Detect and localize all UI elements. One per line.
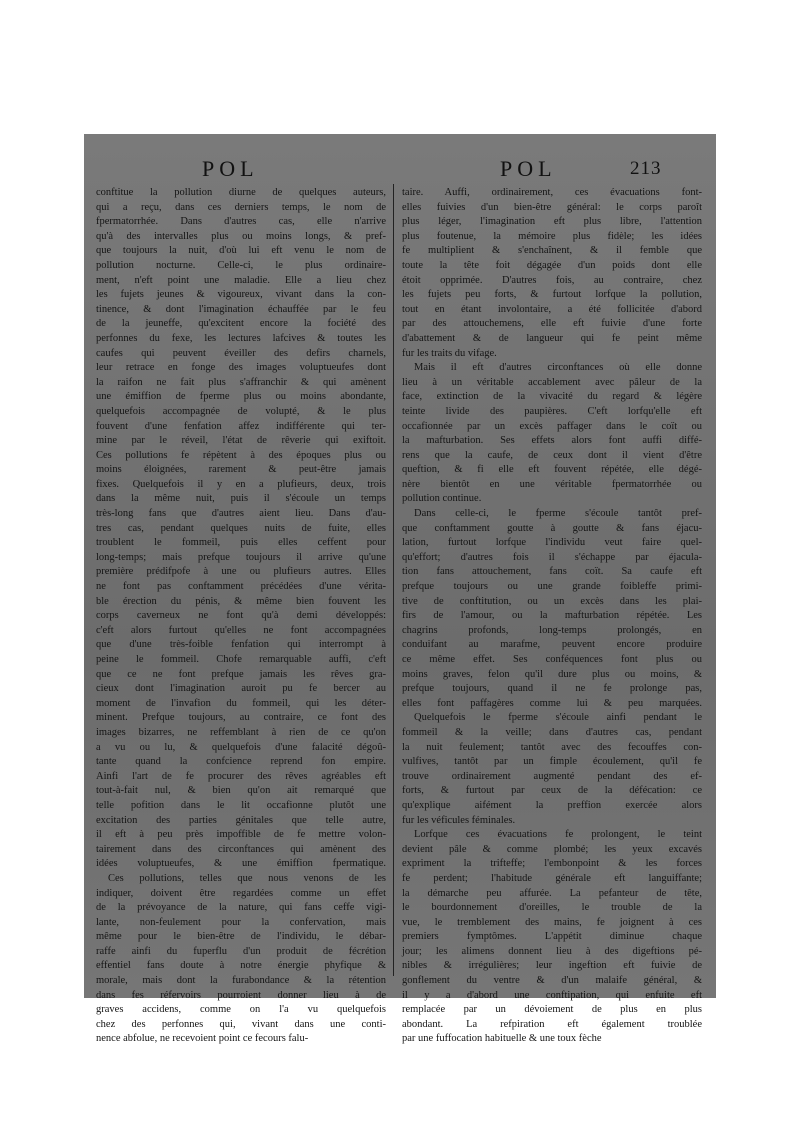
text-line: graves accidens, comme on l'a vu quelquefois — [96, 1004, 386, 1016]
text-line: tinence, & dont l'imagination échauffée par le feu — [96, 303, 386, 315]
text-line: par des attouchemens, elle eft fuivie d'une forte — [402, 318, 702, 330]
right-column — [402, 186, 702, 1047]
text-line: moins éloignées, rarement & peut-être jamais — [96, 464, 386, 476]
text-line: caufes qui peuvent éveiller des defirs charnels, — [96, 347, 386, 359]
text-line: la raifon ne fait plus s'affranchir & qui amènent — [96, 376, 386, 388]
text-line: excitation des parties génitales que telle autre, — [96, 814, 386, 826]
text-line: pollution continue. — [402, 493, 482, 505]
text-line: tout-à-fait nul, & bien qu'on ait remarqué que — [96, 785, 386, 797]
text-line: fe multiplient & s'enchaînent, & il femble que — [402, 245, 702, 257]
text-line: cieux dont l'imagination auroit pu fe bercer au — [96, 683, 386, 695]
text-line: gonflement du ventre & d'un malaife général, & — [402, 975, 702, 987]
text-line: Lorfque ces évacuations fe prolongent, le teint — [414, 829, 702, 841]
text-line: la mafturbation. Ses effets alors font auffi diffé- — [402, 435, 702, 447]
text-line: toute la tête foit dégagée d'un poids dont elle — [402, 259, 702, 271]
text-line: minent. Prefque toujours, au contraire, ce font des — [96, 712, 386, 724]
text-line: effentiel fans doute à notre énergie phyfique & — [96, 960, 386, 972]
text-line: les fujets jeunes & vigoureux, vivant dans la con- — [96, 289, 386, 301]
text-line: conftitue la pollution diurne de quelques auteurs, — [96, 187, 386, 198]
text-line: jour; les alimens donnent lieu à des digeftions pé- — [402, 945, 702, 957]
text-line: fur les véficules féminales. — [402, 814, 516, 826]
text-line: tion fans attouchement, fans coït. Sa caufe eft — [402, 566, 702, 578]
text-line: tive de conftitution, ou un excès dans les plai- — [402, 595, 702, 607]
text-line: raffe ainfi du fuperflu d'un produit de fécrétion — [96, 945, 386, 957]
text-line: trouve ordinairement augmenté pendant des ef- — [402, 770, 702, 782]
text-line: la démarche peu affurée. La pefanteur de tête, — [402, 887, 702, 899]
text-line: prefque toujours ou une grande foibleffe primi- — [402, 581, 702, 593]
text-line: nibles & irrégulières; leur ingeftion eft fuivie de — [402, 960, 702, 972]
text-line: face, extinction de la vivacité du regard & légère — [402, 391, 702, 403]
text-line: que toujours la nuit, d'où lui eft venu le nom de — [96, 245, 386, 257]
text-line: images bizarres, ne reffemblant à rien de ce qu'on — [96, 726, 386, 738]
text-line: chez des perfonnes qui, vivant dans une conti- — [96, 1018, 386, 1030]
text-line: occafionnée par un excès paffager dans le coït ou — [402, 420, 702, 432]
text-line: d'abattement & de langueur qui fe peint même — [402, 332, 702, 344]
page-surface — [84, 134, 716, 1045]
text-line: dans la même nuit, puis il s'écoule un temps — [96, 493, 386, 505]
text-line: expriment la trifteffe; l'embonpoint & les forces — [402, 858, 702, 870]
text-line: elles fuivies d'un bien-être général: le corps paroît — [402, 201, 702, 213]
text-line: leur retrace en fonge des images voluptueufes dont — [96, 362, 386, 374]
text-line: queftion, & fi elle eft fouvent répétée, elle dégé- — [402, 464, 702, 476]
text-line: qu'explique aifément la preffion exercée alors — [402, 799, 702, 811]
text-line: tairement dans des circonftances qui amènent des — [96, 843, 386, 855]
text-line: morale, mais dont la furabondance & la rétention — [96, 975, 386, 987]
text-line: fpermatorrhée. Dans d'autres cas, elle n'arrive — [96, 216, 386, 228]
scanned-page — [84, 134, 716, 1045]
text-line: teinte livide des paupières. C'eft lorfqu'elle eft — [402, 405, 702, 417]
text-line: Dans celle-ci, le fperme s'écoule tantôt pref- — [414, 508, 702, 520]
text-line: les fujets peu forts, & furtout lorfque la pollution, — [402, 289, 702, 301]
text-line: le bourdonnement d'oreilles, le trouble de la — [402, 902, 702, 914]
page-number: 213 — [630, 158, 662, 179]
text-line: mine par le réveil, l'état de rêverie qui exiftoit. — [96, 435, 386, 447]
running-head-left: POL — [202, 156, 259, 181]
text-line: devient pâle & comme plombé; les yeux excavés — [402, 843, 702, 855]
text-line: de la jeuneffe, qu'excitent encore la fociété des — [96, 318, 386, 330]
text-line: lation, furtout lorfque l'individu veut faire quel- — [402, 537, 702, 549]
left-column — [96, 186, 386, 1047]
text-line: a vu ou lu, & quelquefois d'une falacité dégoû- — [96, 741, 386, 753]
text-line: long-temps; mais prefque toujours il arrive qu'une — [96, 551, 386, 563]
text-line: pollution nocturne. Celle-ci, le plus ordinaire- — [96, 259, 386, 271]
text-line: qu'à des intervalles plus ou moins longs, & pref- — [96, 230, 386, 242]
text-line: fe perdent; l'habitude générale eft languiffante; — [402, 872, 702, 884]
text-line: il y a d'abord une conftipation, qui enfuite eft — [402, 989, 702, 1001]
text-line: rens que la caufe, de ceux dont il vient d'être — [402, 449, 702, 461]
text-line: firs de l'amour, ou la mafturbation répétée. Les — [402, 610, 702, 622]
text-line: nère bientôt en une véritable fpermatorrhée ou — [402, 478, 702, 490]
text-line: moment de l'invafion du fommeil, qui les déter- — [96, 697, 386, 709]
text-line: Quelquefois le fperme s'écoule ainfi pendant le — [414, 712, 702, 724]
text-line: moins graves, felon qu'il dure plus ou moins, & — [402, 668, 702, 680]
column-divider — [393, 184, 394, 976]
text-line: Ainfi l'art de fe procurer des rêves agréables eft — [96, 770, 386, 782]
text-line: c'eft alors furtout qu'elles ne font accompagnées — [96, 624, 386, 636]
text-line: perfonnes du fexe, les lectures lafcives & toutes les — [96, 332, 386, 344]
text-line: par une fuffocation habituelle & une toux fèche — [402, 1033, 602, 1045]
text-line: abondant. La refpiration eft également troublée — [402, 1018, 702, 1030]
text-line: nence abfolue, ne recevoient point ce fecours falu- — [96, 1033, 309, 1045]
text-line: ce même effet. Ses conféquences font plus ou — [402, 654, 702, 665]
running-head-right: POL — [500, 156, 557, 181]
text-line: taire. Auffi, ordinairement, ces évacuations font- — [402, 187, 702, 198]
text-line: tres cas, pendant quelques nuits de fuite, elles — [96, 522, 386, 534]
text-line: la nuit feulement; tantôt avec des fecouffes con- — [402, 741, 702, 753]
text-line: il eft à peu près impoffible de fe mettre volon- — [96, 829, 386, 841]
text-line: que conftamment goutte à goutte & fans éjacu- — [402, 522, 702, 534]
text-line: lieu à un véritable accablement avec pâleur de la — [402, 376, 702, 388]
text-line: Ces pollutions fe répètent à des époques plus ou — [96, 449, 386, 461]
text-line: troublent le fommeil, puis elles ceffent pour — [96, 537, 386, 549]
text-line: peine le fommeil. Chofe remarquable auffi, c'eft — [96, 654, 386, 665]
text-line: Mais il eft d'autres circonftances où elle donne — [414, 362, 702, 374]
text-line: vulfives, tantôt par un fimple écoulement, qu'il fe — [402, 756, 702, 768]
text-line: conduifant au marafme, peuvent encore produire — [402, 639, 702, 651]
text-line: fur les traits du vifage. — [402, 347, 497, 359]
text-line: de la prévoyance de la nature, qui fans ceffe vigi- — [96, 902, 386, 914]
text-line: plus foutenue, la mémoire plus fidèle; les idées — [402, 230, 702, 242]
text-line: fommeil & la veille; dans d'autres cas, pendant — [402, 726, 702, 738]
text-line: remplacée par un dévoiement de plus en plus — [402, 1004, 702, 1016]
text-line: corps caverneux ne font qu'à demi développés: — [96, 610, 386, 622]
text-line: tout en étant involontaire, a été follicitée d'abord — [402, 303, 702, 315]
text-line: ble érection du pénis, & même bien fouvent les — [96, 595, 386, 607]
text-line: elles font paffagères comme lui & peu marquées. — [402, 697, 702, 709]
text-line: même pour le bien-être de l'individu, le débar- — [96, 931, 386, 943]
text-line: très-long fans que d'autres aient lieu. Dans d'au- — [96, 508, 386, 520]
text-line: ment, n'eft point une maladie. Elle a lieu chez — [96, 274, 386, 286]
text-line: qu'effort; d'autres fois il s'échappe par éjacula- — [402, 551, 702, 563]
text-line: vue, le tremblement des mains, fe joignent à ces — [402, 916, 702, 928]
text-line: forts, & furtout par ceux de la défécation: ce — [402, 785, 702, 797]
text-line: lante, non-feulement pour la confervation, mais — [96, 916, 386, 928]
text-line: que d'une très-foible fenfation qui interrompt à — [96, 639, 386, 651]
text-line: prefque toujours, quand il ne fe prolonge pas, — [402, 683, 702, 695]
text-line: ne font pas conftamment précédées d'une vérita- — [96, 581, 386, 593]
text-line: tante quand la confcience reprend fon empire. — [96, 756, 386, 768]
text-line: étoit opprimée. D'autres fois, au contraire, chez — [402, 274, 702, 286]
text-line: indiquer, doivent être regardées comme un effet — [96, 887, 386, 899]
text-line: plus léger, l'imagination eft plus libre, l'attention — [402, 216, 702, 228]
text-line: fixes. Quelquefois il y en a plufieurs, deux, trois — [96, 478, 386, 490]
text-line: une émiffion de fperme plus ou moins abondante, — [96, 391, 386, 403]
text-line: telle pofition dans le lit occafionne plutôt une — [96, 799, 386, 811]
text-line: Ces pollutions, telles que nous venons de les — [108, 872, 386, 884]
text-line: premiers fymptômes. L'appétit diminue chaque — [402, 931, 702, 943]
text-line: quelquefois accompagnée de volupté, & le plus — [96, 405, 386, 417]
text-line: première prédifpofe à une ou plufieurs autres. Elles — [96, 566, 386, 578]
text-line: qui a reçu, dans ces derniers temps, le nom de — [96, 201, 386, 213]
text-line: fouvent d'une fenfation affez indifférente qui ter- — [96, 420, 386, 432]
text-line: idées voluptueufes, & une émiffion fpermatique. — [96, 858, 386, 870]
text-line: chagrins profonds, long-temps prolongés, en — [402, 624, 702, 636]
text-line: que ce ne font prefque jamais les rêves gra- — [96, 668, 386, 680]
text-line: dans fes réfervoirs pourroient donner lieu à de — [96, 989, 386, 1001]
